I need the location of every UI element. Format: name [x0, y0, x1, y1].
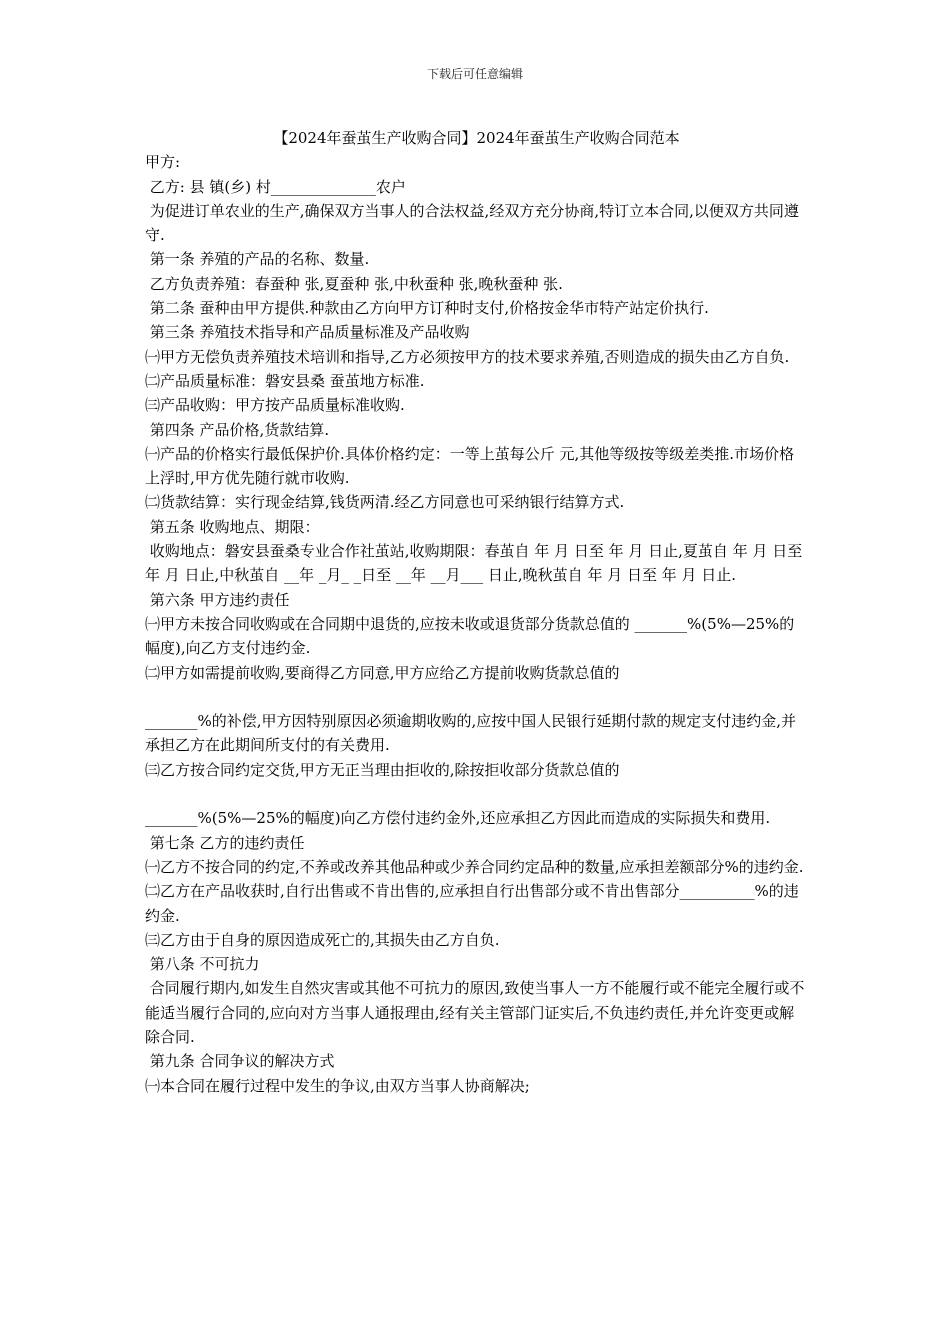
paragraph: 乙方: 县 镇(乡) 村______________农户	[145, 177, 406, 196]
paragraph: 第四条 产品价格,货款结算.	[145, 420, 330, 439]
paragraph: 收购地点：磐安县蚕桑专业合作社茧站,收购期限：春茧自 年 月 日至 年 月 日止,夏茧自 年 月 日至 年 月 日止,中秋茧自 __年 _月_ _日至 __年 __月___ 日止,晚秋茧自 年 月 日至 年 月 日止.	[145, 542, 808, 585]
paragraph: ㈢产品收购：甲方按产品质量标准收购.	[145, 396, 405, 415]
paragraph: ㈢乙方由于自身的原因造成死亡的,其损失由乙方自负.	[145, 930, 500, 949]
paragraph: ㈠甲方无偿负责养殖技术培训和指导,乙方必须按甲方的技术要求养殖,否则造成的损失由乙方自负.	[145, 347, 790, 366]
document-title: 【2024年蚕茧生产收购合同】2024年蚕茧生产收购合同范本	[273, 129, 680, 147]
paragraph: 第九条 合同争议的解决方式	[145, 1052, 335, 1071]
paragraph: _______%的补偿,甲方因特别原因必须逾期收购的,应按中国人民银行延期付款的规定支付违约金,并承担乙方在此期间所支付的有关费用.	[145, 712, 797, 755]
paragraph: ㈠产品的价格实行最低保护价.具体价格约定：一等上茧每公斤 元,其他等级按等级差类推.市场价格上浮时,甲方优先随行就市收购.	[145, 444, 795, 488]
paragraph: 第二条 蚕种由甲方提供.种款由乙方向甲方订种时支付,价格按金华市特产站定价执行.	[145, 299, 709, 318]
paragraph: 第三条 养殖技术指导和产品质量标准及产品收购	[145, 323, 470, 342]
paragraph: ㈡产品质量标准：磐安县桑 蚕茧地方标准.	[145, 371, 425, 390]
page-header: 下载后可任意编辑	[426, 67, 523, 81]
paragraph: ㈡乙方在产品收获时,自行出售或不肯出售的,应承担自行出售部分或不肯出售部分__________%的违约金.	[145, 882, 799, 925]
paragraph: _______%(5%—25%的幅度)向乙方偿付违约金外,还应承担乙方因此而造成的实际损失和费用.	[145, 809, 771, 828]
paragraph: ㈠本合同在履行过程中发生的争议,由双方当事人协商解决;	[145, 1076, 530, 1095]
document-lines	[145, 150, 808, 1098]
paragraph	[145, 685, 808, 709]
paragraph: ㈠乙方不按合同的约定,不养或改养其他品种或少养合同约定品种的数量,应承担差额部分%的违约金.	[145, 857, 804, 876]
paragraph: 第一条 养殖的产品的名称、数量.	[145, 250, 370, 269]
paragraph: 甲方:	[145, 153, 181, 172]
paragraph: ㈠甲方未按合同收购或在合同期中退货的,应按未收或退货部分货款总值的 _______%(5%—25%的幅度),向乙方支付违约金.	[145, 614, 795, 658]
paragraph: 为促进订单农业的生产,确保双方当事人的合法权益,经双方充分协商,特订立本合同,以便双方共同遵守.	[145, 201, 799, 245]
paragraph: ㈡甲方如需提前收购,要商得乙方同意,甲方应给乙方提前收购货款总值的	[145, 663, 620, 682]
paragraph: ㈡货款结算：实行现金结算,钱货两清.经乙方同意也可采纳银行结算方式.	[145, 493, 625, 512]
paragraph: ㈢乙方按合同约定交货,甲方无正当理由拒收的,除按拒收部分货款总值的	[145, 760, 620, 779]
paragraph: 乙方负责养殖：春蚕种 张,夏蚕种 张,中秋蚕种 张,晚秋蚕种 张.	[145, 274, 563, 293]
paragraph	[145, 782, 808, 806]
document-body	[145, 126, 808, 1098]
paragraph: 第五条 收购地点、期限：	[145, 517, 320, 536]
paragraph: 第八条 不可抗力	[145, 955, 260, 974]
paragraph: 第七条 乙方的违约责任	[145, 833, 305, 852]
paragraph: 合同履行期内,如发生自然灾害或其他不可抗力的原因,致使当事人一方不能履行或不能完全履行或不能适当履行合同的,应向对方当事人通报理由,经有关主管部门证实后,不负违约责任,并允许变更或解除合同.	[145, 979, 805, 1046]
paragraph: 第六条 甲方违约责任	[145, 590, 290, 609]
